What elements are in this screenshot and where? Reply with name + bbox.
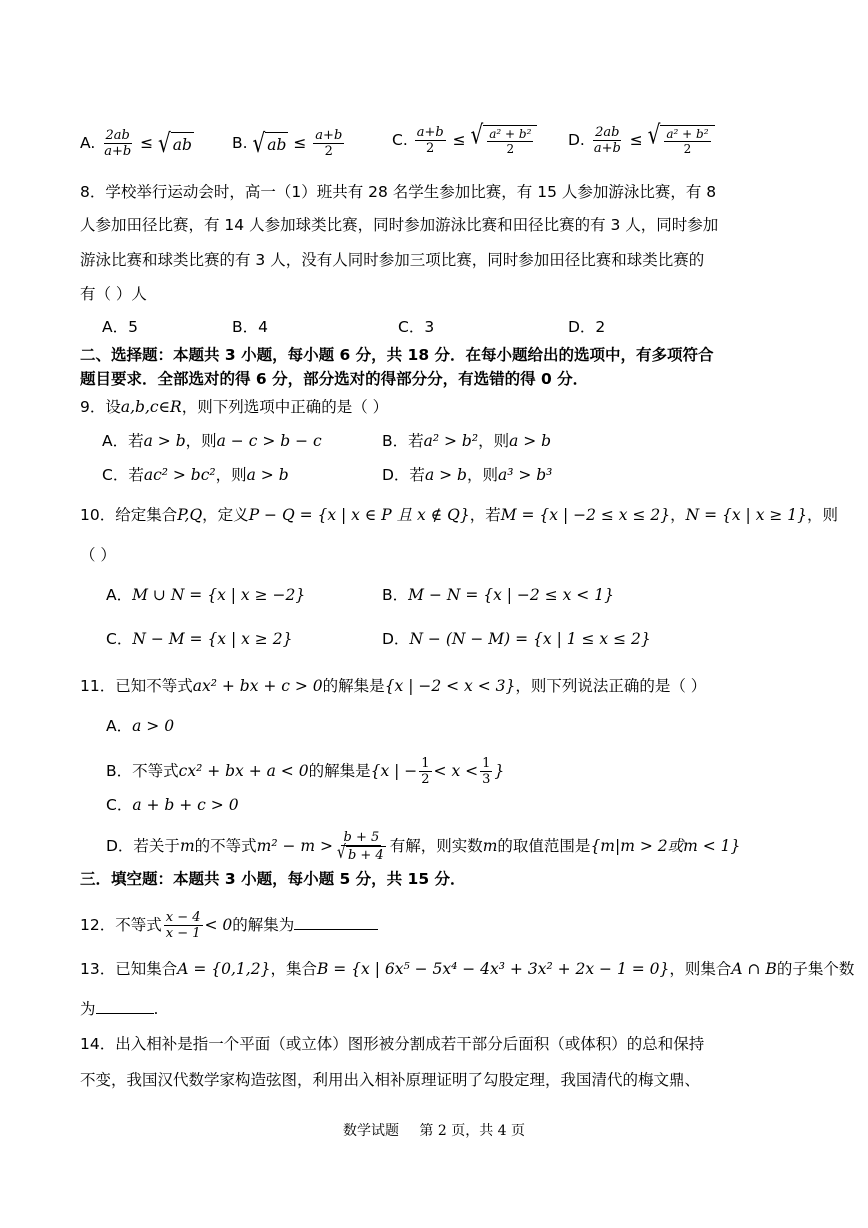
sqrt: √ ab: [158, 126, 192, 158]
footer-page-number: 第 2 页，共 4 页: [419, 1123, 526, 1139]
q7-option-c: C. $\frac{a+b}{2}$ ≤ √ $\frac{\text{a² + b²}}{2}$: [392, 125, 537, 156]
q8-line2: 人参加田径比赛，有 14 人参加球类比赛，同时参加游泳比赛和田径比赛的有 3 人，同时参加: [80, 216, 719, 234]
q7-option-d: D. $\frac{2ab}{a+b}$ ≤ √ $\frac{\text{a² + b²}}{2}$: [568, 125, 715, 156]
q10-option-d: D．N − (N − M) = {x | 1 ≤ x ≤ 2}: [382, 630, 651, 648]
q11-option-c: C．a + b + c > 0: [106, 796, 239, 814]
q13-line1: 13．已知集合A = {0,1,2}，集合B = {x | 6x⁵ − 5x⁴ − 4x³ + 3x² + 2x − 1 = 0}，则集合A ∩ B的子集个数: [80, 960, 855, 978]
q8-option-a: A．5: [102, 318, 138, 336]
q8-line4: 有（ ）人: [80, 285, 147, 303]
page-footer: [0, 1120, 868, 1140]
answer-blank: [294, 929, 378, 930]
q12-line: 12．不等式 $\frac{x - 4}{x - 1}$ < 0的解集为: [80, 910, 378, 941]
fraction: $\frac{a+b}{2}$: [416, 125, 444, 156]
section3-title: 三．填空题：本题共 3 小题，每小题 5 分，共 15 分．: [80, 870, 466, 888]
q10-option-a: A．M ∪ N = {x | x ≥ −2}: [106, 586, 306, 604]
q11-option-b: B．不等式cx² + bx + a < 0的解集是{x | − $\frac{1}{2}$ < x < $\frac{1}{3}$ }: [106, 756, 505, 787]
answer-blank: [96, 1013, 154, 1014]
fraction: $\frac{2ab}{a+b}$: [593, 125, 621, 156]
q9-option-d: D．若a > b，则a³ > b³: [382, 466, 553, 484]
q8-option-b: B．4: [232, 318, 268, 336]
fraction: $\frac{2ab}{a+b}$: [104, 128, 132, 159]
q8-line1: 8．学校举行运动会时，高一（1）班共有 28 名学生参加比赛，有 15 人参加游泳比赛，有 8: [80, 183, 717, 201]
sqrt: √ ab: [252, 126, 287, 158]
footer-subject: 数学试题: [342, 1123, 399, 1139]
sqrt: √ $\frac{\text{a² + b²}}{2}$: [471, 125, 538, 156]
fraction: $\frac{a+b}{2}$: [315, 128, 343, 159]
q11-stem: 11．已知不等式ax² + bx + c > 0的解集是{x | −2 < x < 3}，则下列说法正确的是（ ）: [80, 677, 707, 695]
q9-stem: 9．设a,b,c∈R，则下列选项中正确的是（ ）: [80, 398, 389, 416]
q11-option-d: D．若关于m的不等式m² − m > b + 5 √ b + 4 有解，则实数m的取值范围是{m|m > 2或m < 1}: [106, 830, 741, 863]
q10-option-c: C．N − M = {x | x ≥ 2}: [106, 630, 293, 648]
q8-option-d: D．2: [568, 318, 606, 336]
q7-option-a: A. $\frac{2ab}{a+b}$ ≤ √ ab: [80, 126, 192, 159]
q14-line2: 不变，我国汉代数学家构造弦图，利用出入相补原理证明了勾股定理，我国清代的梅文鼎、: [80, 1071, 701, 1089]
q10-option-b: B．M − N = {x | −2 ≤ x < 1}: [382, 586, 614, 604]
q8-option-c: C．3: [398, 318, 435, 336]
section2-line2: 题目要求．全部选对的得 6 分，部分选对的得部分分，有选错的得 0 分．: [80, 370, 589, 388]
q8-line3: 游泳比赛和球类比赛的有 3 人，没有人同时参加三项比赛，同时参加田径比赛和球类比赛的: [80, 251, 705, 269]
q9-option-b: B．若a² > b²，则a > b: [382, 432, 552, 450]
q10-paren: （ ）: [80, 546, 116, 564]
sqrt: √ $\frac{\text{a² + b²}}{2}$: [648, 125, 715, 156]
q9-option-c: C．若ac² > bc²，则a > b: [102, 466, 289, 484]
q10-stem: 10．给定集合P,Q，定义P − Q = {x | x ∈ P 且 x ∉ Q}，若M = {x | −2 ≤ x ≤ 2}，N = {x | x ≥ 1}，则: [80, 506, 839, 524]
q13-line2: 为 .: [80, 1000, 159, 1018]
q9-option-a: A．若a > b，则a − c > b − c: [102, 432, 322, 450]
section2-line1: 二、选择题：本题共 3 小题，每小题 6 分，共 18 分．在每小题给出的选项中，有多项符合: [80, 346, 714, 364]
q11-option-a: A．a > 0: [106, 717, 175, 735]
q14-line1: 14．出入相补是指一个平面（或立体）图形被分割成若干部分后面积（或体积）的总和保持: [80, 1035, 705, 1053]
q7-option-b: B. √ ab ≤ $\frac{a+b}{2}$: [232, 126, 343, 159]
